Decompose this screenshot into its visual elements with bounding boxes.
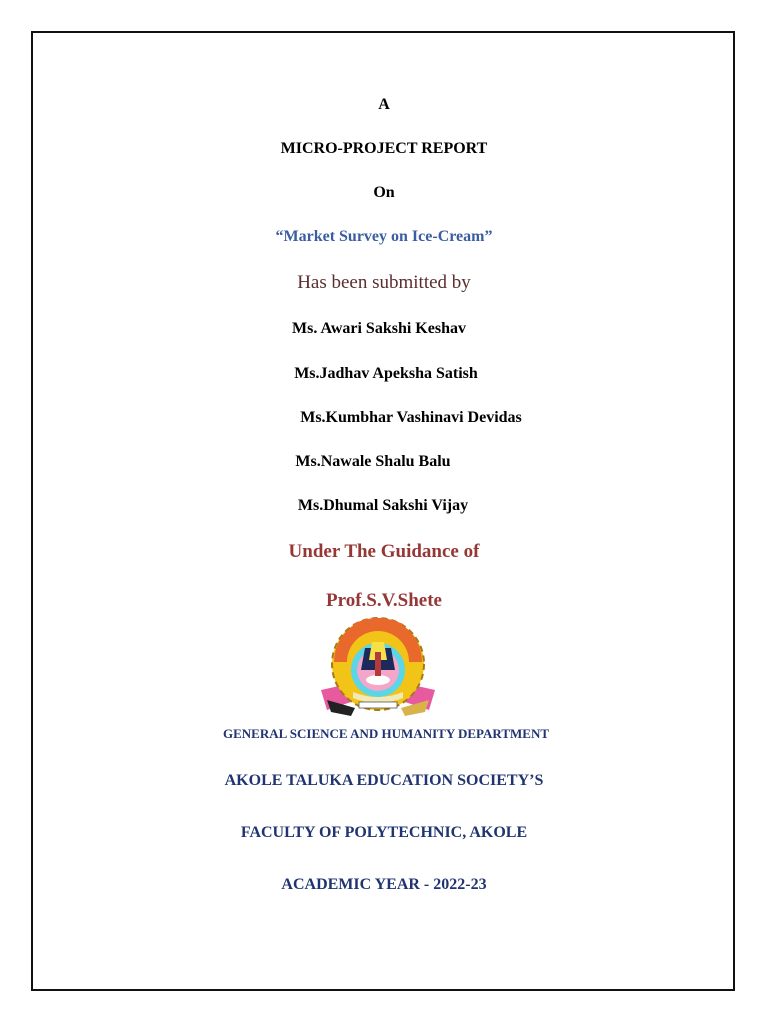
student-name: Ms.Kumbhar Vashinavi Devidas [300,409,522,426]
faculty-name: FACULTY OF POLYTECHNIC, AKOLE [240,824,528,841]
guidance-label: Under The Guidance of [288,541,480,562]
department-name: GENERAL SCIENCE AND HUMANITY DEPARTMENT [222,726,550,741]
guide-name: Prof.S.V.Shete [326,590,442,611]
society-name: AKOLE TALUKA EDUCATION SOCIETY’S [224,772,544,789]
report-title: “Market Survey on Ice-Cream” [275,228,493,245]
student-name: Ms. Awari Sakshi Keshav [292,320,466,337]
academic-year: ACADEMIC YEAR - 2022-23 [281,876,487,893]
college-emblem-icon [313,612,443,718]
student-name: Ms.Dhumal Sakshi Vijay [297,497,469,514]
report-type: MICRO-PROJECT REPORT [280,140,488,157]
report-on: On [373,184,395,201]
report-article: A [378,96,390,113]
submitted-by-label: Has been submitted by [297,272,471,293]
student-name: Ms.Nawale Shalu Balu [295,453,451,470]
student-name: Ms.Jadhav Apeksha Satish [294,365,478,382]
